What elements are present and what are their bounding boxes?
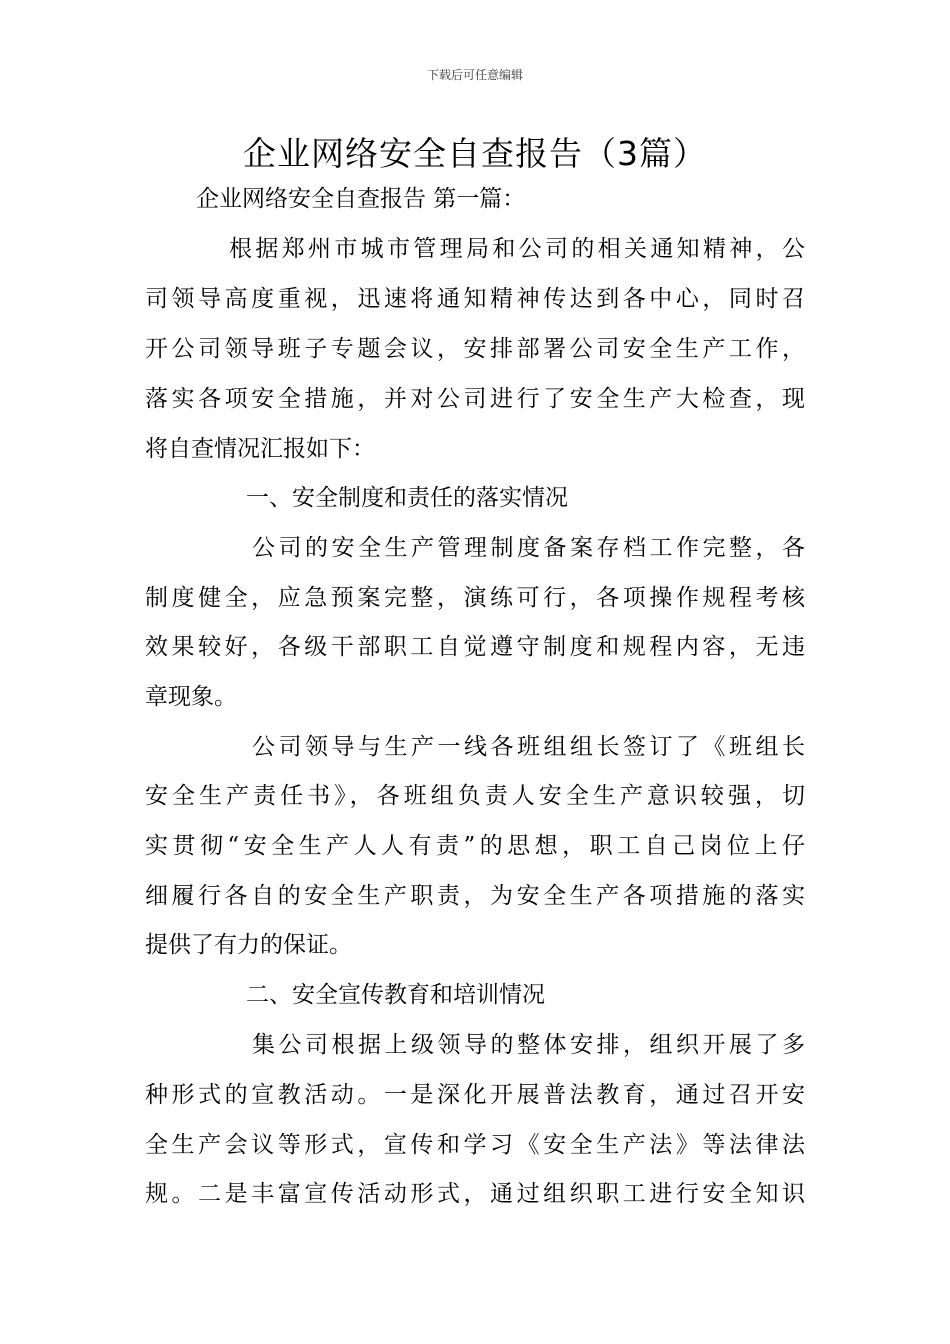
paragraph-line: 将自查情况汇报如下： (145, 436, 375, 462)
paragraph-line: 效果较好，各级干部职工自觉遵守制度和规程内容，无违 (145, 634, 805, 660)
paragraph-line: 实贯彻“安全生产人人有责”的思想，职工自己岗位上仔 (145, 833, 805, 859)
paragraph-line: 细履行各自的安全生产职责，为安全生产各项措施的落实 (145, 883, 805, 909)
paragraph-line: 提供了有力的保证。 (145, 932, 352, 958)
paragraph-line: 种形式的宣教活动。一是深化开展普法教育，通过召开安 (145, 1082, 805, 1108)
paragraph-line: 制度健全，应急预案完整，演练可行，各项操作规程考核 (145, 585, 805, 611)
header-note: 下载后可任意编辑 (426, 68, 523, 82)
paragraph-line: 公司领导与生产一线各班组组长签订了《班组长 (252, 734, 805, 760)
section-heading: 二、安全宣传教育和培训情况 (246, 982, 545, 1008)
paragraph-line: 全生产会议等形式，宣传和学习《安全生产法》等法律法 (145, 1132, 805, 1158)
paragraph-line: 根据郑州市城市管理局和公司的相关通知精神，公 (229, 236, 805, 262)
subtitle-line: 企业网络安全自查报告 第一篇： (196, 186, 526, 212)
section-heading: 一、安全制度和责任的落实情况 (246, 485, 568, 511)
paragraph-line: 公司的安全生产管理制度备案存档工作完整，各 (252, 535, 805, 561)
paragraph-line: 落实各项安全措施，并对公司进行了安全生产大检查，现 (145, 386, 805, 412)
paragraph-line: 章现象。 (145, 684, 237, 710)
paragraph-line: 规。二是丰富宣传活动形式，通过组织职工进行安全知识 (145, 1181, 805, 1207)
document-title: 企业网络安全自查报告（3篇） (243, 134, 707, 173)
paragraph-line: 司领导高度重视，迅速将通知精神传达到各中心，同时召 (145, 286, 805, 312)
paragraph-line: 开公司领导班子专题会议，安排部署公司安全生产工作， (145, 336, 805, 362)
paragraph-line: 安全生产责任书》，各班组负责人安全生产意识较强，切 (145, 783, 805, 809)
paragraph-line: 集公司根据上级领导的整体安排，组织开展了多 (252, 1032, 805, 1058)
